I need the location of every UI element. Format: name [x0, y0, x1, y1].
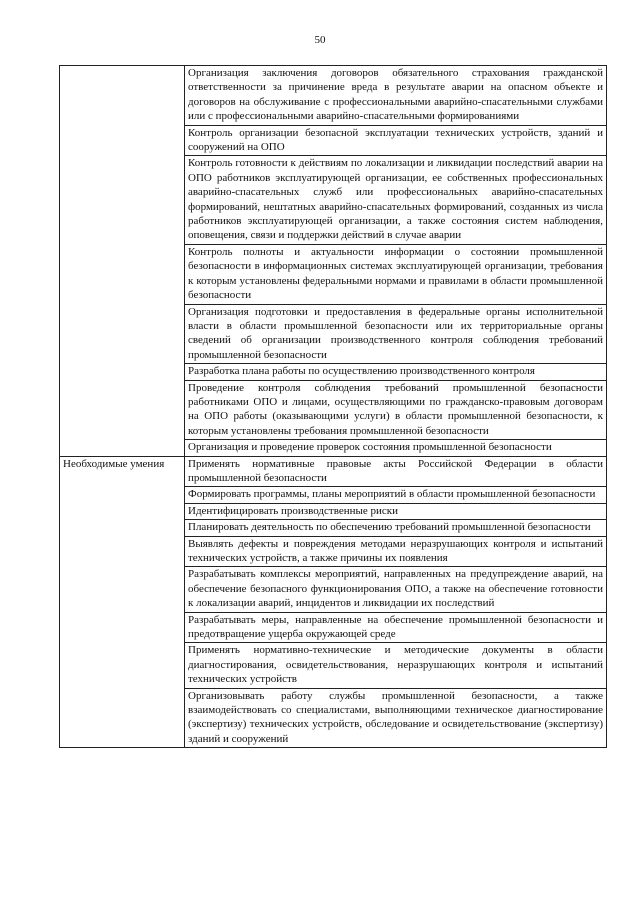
table-cell: Идентифицировать производственные риски: [185, 503, 607, 519]
table-cell: Организовывать работу службы промышленной безопасности, а также взаимодействовать со специалистами, выполняющими техническое диагностирование (экспертизу) технических устройств, обследование и освидетельствование (экспертизу) зданий и сооружений: [185, 688, 607, 748]
table-cell: Контроль полноты и актуальности информации о состоянии промышленной безопасности в информационных системах эксплуатирующей организации, требования к которым установлены федеральными нормами и правилами в области промышленной безопасности: [185, 244, 607, 304]
table-cell: Разрабатывать комплексы мероприятий, направленных на предупреждение аварий, на обеспечение безопасного функционирования ОПО, а также на обеспечение готовности к локализации аварий, инцидентов и ликвидации их последствий: [185, 567, 607, 612]
section-label: [60, 66, 185, 457]
table-cell: Контроль готовности к действиям по локализации и ликвидации последствий аварии на ОПО работников эксплуатирующей организации, ее собственных профессиональных аварийно-спасательных служб или профессиональных аварийно-спасательных формирований, нештатных аварийно-спасательных формирований, созданных из числа работников эксплуатирующей организации, а также состояния систем наблюдения, оповещения, связи и поддержки действий в случае аварии: [185, 156, 607, 244]
table-cell: Выявлять дефекты и повреждения методами неразрушающих контроля и испытаний технических устройств, а также причины их появления: [185, 536, 607, 567]
table-row: [60, 456, 607, 487]
table-cell: Контроль организации безопасной эксплуатации технических устройств, зданий и сооружений на ОПО: [185, 125, 607, 156]
requirements-table-body: [60, 66, 607, 748]
section-label: Необходимые умения: [60, 456, 185, 748]
table-cell: Применять нормативно-технические и методические документы в области диагностирования, освидетельствования, неразрушающих контроля и испытаний технических устройств: [185, 643, 607, 688]
table-cell: Планировать деятельность по обеспечению требований промышленной безопасности: [185, 520, 607, 536]
table-cell: Разработка плана работы по осуществлению производственного контроля: [185, 364, 607, 380]
table-row: [60, 66, 607, 126]
table-cell: Организация заключения договоров обязательного страхования гражданской ответственности за причинение вреда в результате аварии на опасном объекте и договоров на обслуживание с профессиональными аварийно-спасательными службами или с профессиональными аварийно-спасательными формированиями: [185, 66, 607, 126]
table-cell: Формировать программы, планы мероприятий в области промышленной безопасности: [185, 487, 607, 503]
requirements-table: [59, 65, 607, 748]
table-cell: Применять нормативные правовые акты Российской Федерации в области промышленной безопасности: [185, 456, 607, 487]
page-number: 50: [314, 34, 326, 46]
table-cell: Организация подготовки и предоставления в федеральные органы исполнительной власти в области промышленной безопасности или их территориальные органы сведений об организации производственного контроля соблюдения требований промышленной безопасности: [185, 304, 607, 364]
table-cell: Организация и проведение проверок состояния промышленной безопасности: [185, 440, 607, 456]
table-cell: Разрабатывать меры, направленные на обеспечение промышленной безопасности и предотвращение ущерба окружающей среде: [185, 612, 607, 643]
table-cell: Проведение контроля соблюдения требований промышленной безопасности работниками ОПО и лицами, осуществляющими по гражданско-правовым договорам на ОПО работы (оказывающими услуги) в области промышленной безопасности, к которым установлены требования промышленной безопасности: [185, 380, 607, 440]
